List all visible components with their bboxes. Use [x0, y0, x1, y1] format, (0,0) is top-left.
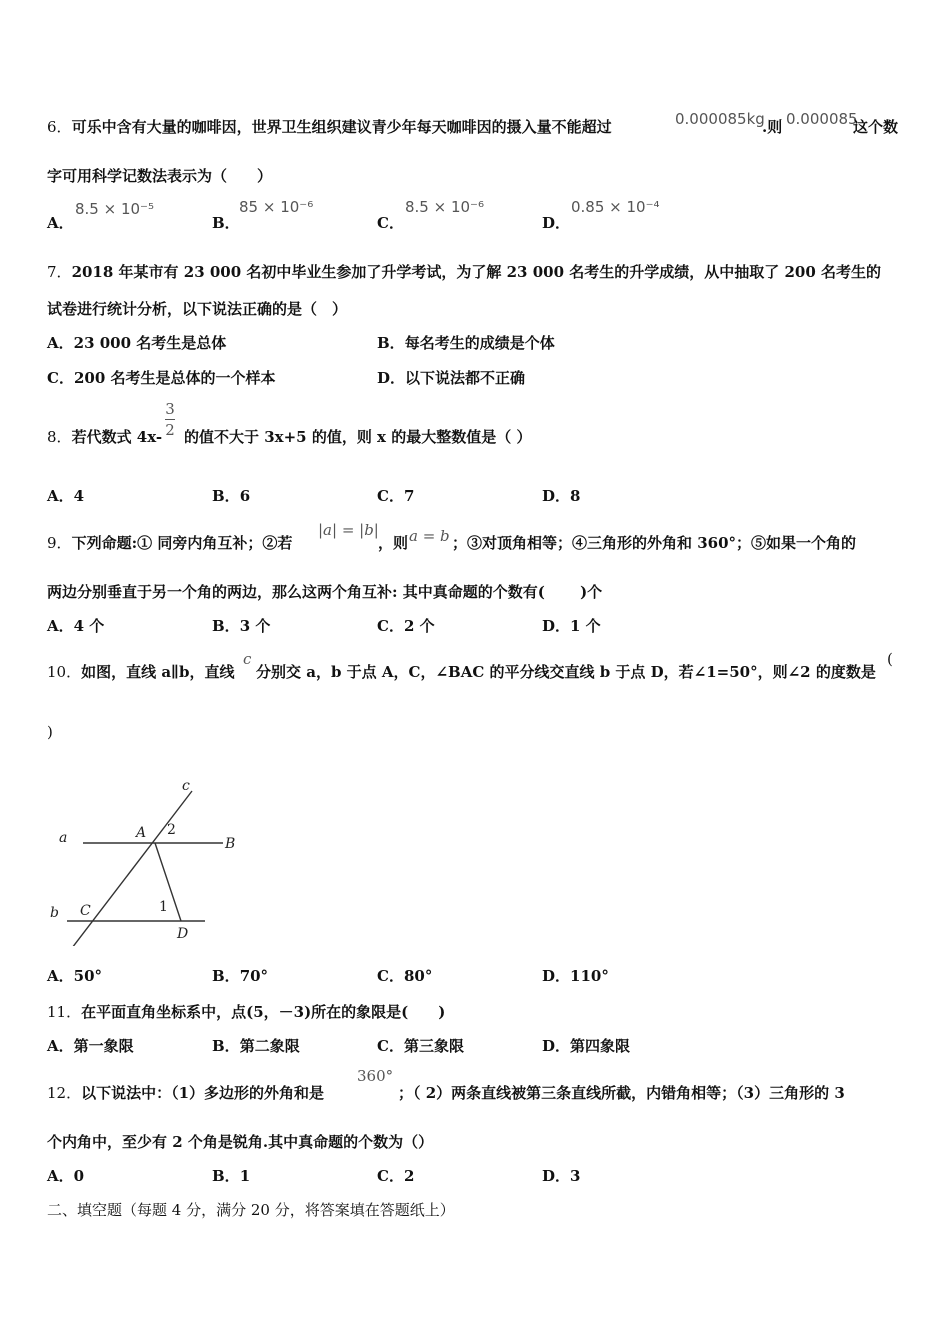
q6-option-b-label: B．: [212, 214, 240, 232]
q10-figure: [45, 776, 245, 946]
q10-text-b: 分别交 a，b 于点 A，C，∠BAC 的平分线交直线 b 于点 D，若∠1=50°，则∠2 的度数是: [256, 663, 876, 681]
q6-formula-a: 0.000085kg: [675, 110, 765, 128]
q9-line2: 两边分别垂直于另一个角的两边，那么这两个角互补: 其中真命题的个数有( )个: [47, 583, 603, 601]
q8-option-b: B．6: [212, 487, 251, 505]
q9-text-b: ，则: [378, 534, 409, 552]
q9-formula-b: a = b: [409, 527, 450, 545]
q12-line1: 12．以下说法中：（1）多边形的外角和是: [47, 1084, 325, 1102]
label-C: C: [80, 903, 91, 919]
q6-option-a-value: 8.5 × 10⁻⁵: [75, 200, 154, 218]
q8-text-a: 若代数式 4x-: [71, 428, 163, 446]
q6-option-d-label: D．: [542, 214, 571, 232]
q10-option-c: C．80°: [377, 967, 433, 985]
q10-option-a: A．50°: [47, 967, 103, 985]
q7-option-c: C．200 名考生是总体的一个样本: [47, 369, 276, 387]
q7-line1: 7．2018 年某市有 23 000 名初中毕业生参加了升学考试，为了解 23 000 名考生的升学成绩，从中抽取了 200 名考生的: [47, 263, 881, 281]
q9-option-d: D．1 个: [542, 617, 601, 635]
q11-option-c: C．第三象限: [377, 1037, 464, 1055]
label-B: B: [225, 836, 236, 852]
q7-option-a: A．23 000 名考生是总体: [47, 334, 227, 352]
q9-option-a: A．4 个: [47, 617, 105, 635]
q9-line1: 9．下列命题:① 同旁内角互补；②若: [47, 534, 293, 552]
q6-option-d-value: 0.85 × 10⁻⁴: [571, 198, 660, 216]
q11-option-a: A．第一象限: [47, 1037, 134, 1055]
q12-option-b: B．1: [212, 1167, 251, 1185]
q10-number: 10: [47, 663, 67, 681]
q11-line1: 11．在平面直角坐标系中，点(5，－3)所在的象限是( ): [47, 1003, 446, 1021]
label-D: D: [177, 926, 189, 942]
q8-option-c: C．7: [377, 487, 415, 505]
line-c: [72, 791, 192, 946]
label-b: b: [50, 905, 59, 921]
section2-title: 二、填空题（每题 4 分，满分 20 分，将答案填在答题纸上）: [47, 1201, 455, 1219]
q11-text: 在平面直角坐标系中，点(5，－3)所在的象限是( ): [81, 1003, 446, 1021]
q6-formula-b: 0.000085: [786, 110, 858, 128]
label-a: a: [59, 830, 68, 846]
q10-formula-c: c: [243, 650, 252, 668]
label-c: c: [182, 778, 190, 794]
label-2: 2: [167, 822, 176, 838]
q10-option-d: D．110°: [542, 967, 609, 985]
q7-line2: 试卷进行统计分析，以下说法正确的是（ ）: [47, 300, 348, 318]
q6-option-a-label: A．: [47, 214, 74, 232]
q9-number: 9: [47, 534, 57, 552]
q6-text-c: 这个数: [853, 118, 899, 136]
q11-option-b: B．第二象限: [212, 1037, 300, 1055]
label-1: 1: [159, 899, 168, 915]
q6-number: 6: [47, 118, 57, 136]
q12-line2: 个内角中，至少有 2 个角是锐角.其中真命题的个数为（）: [47, 1133, 434, 1151]
q6-text-b: .则: [762, 118, 783, 136]
q12-text-a: 以下说法中：（1）多边形的外角和是: [81, 1084, 325, 1102]
q7-option-d: D．以下说法都不正确: [377, 369, 526, 387]
q7-text: 2018 年某市有 23 000 名初中毕业生参加了升学考试，为了解 23 000 名考生的升学成绩，从中抽取了 200 名考生的: [71, 263, 881, 281]
q7-option-b: B．每名考生的成绩是个体: [377, 334, 555, 352]
q8-option-d: D．8: [542, 487, 581, 505]
q10-option-b: B．70°: [212, 967, 269, 985]
q8-number: 8: [47, 428, 57, 446]
q8-text-b: 的值不大于 3x+5 的值，则 x 的最大整数值是（ ）: [184, 428, 532, 446]
q11-number: 11: [47, 1003, 67, 1021]
q12-formula-a: 360°: [357, 1067, 394, 1085]
q9-option-b: B．3 个: [212, 617, 271, 635]
q10-line1: 10．如图，直线 a∥b，直线: [47, 663, 235, 681]
q8-option-a: A．4: [47, 487, 85, 505]
q11-option-d: D．第四象限: [542, 1037, 631, 1055]
q10-paren-open: (: [887, 650, 893, 668]
q8-fraction: [165, 400, 175, 439]
q8-line1: 8．若代数式 4x-: [47, 428, 163, 446]
q12-option-c: C．2: [377, 1167, 415, 1185]
q9-text-a: 下列命题:① 同旁内角互补；②若: [71, 534, 293, 552]
q7-number: 7: [47, 263, 57, 281]
q8-frac-num: 3: [165, 400, 175, 418]
q6-line1: 6．可乐中含有大量的咖啡因，世界卫生组织建议青少年每天咖啡因的摄入量不能超过: [47, 118, 612, 136]
q9-option-c: C．2 个: [377, 617, 435, 635]
q8-frac-den: 2: [165, 421, 175, 439]
q6-line2: 字可用科学记数法表示为（ ）: [47, 167, 273, 185]
q10-text-a: 如图，直线 a∥b，直线: [81, 663, 235, 681]
q6-text-a: 可乐中含有大量的咖啡因，世界卫生组织建议青少年每天咖啡因的摄入量不能超过: [71, 118, 612, 136]
q6-option-c-value: 8.5 × 10⁻⁶: [405, 198, 484, 216]
q12-option-d: D．3: [542, 1167, 581, 1185]
q9-text-c: ；③对顶角相等；④三角形的外角和 360°；⑤如果一个角的: [452, 534, 857, 552]
q12-text-b: ；（ 2）两条直线被第三条直线所截，内错角相等；（3）三角形的 3: [398, 1084, 845, 1102]
q9-formula-a: |a| = |b|: [318, 521, 379, 539]
q12-option-a: A．0: [47, 1167, 85, 1185]
label-A: A: [136, 825, 147, 841]
q12-number: 12: [47, 1084, 67, 1102]
q10-paren-close: ): [47, 723, 53, 741]
q6-option-c-label: C．: [377, 214, 404, 232]
q6-option-b-value: 85 × 10⁻⁶: [239, 198, 314, 216]
